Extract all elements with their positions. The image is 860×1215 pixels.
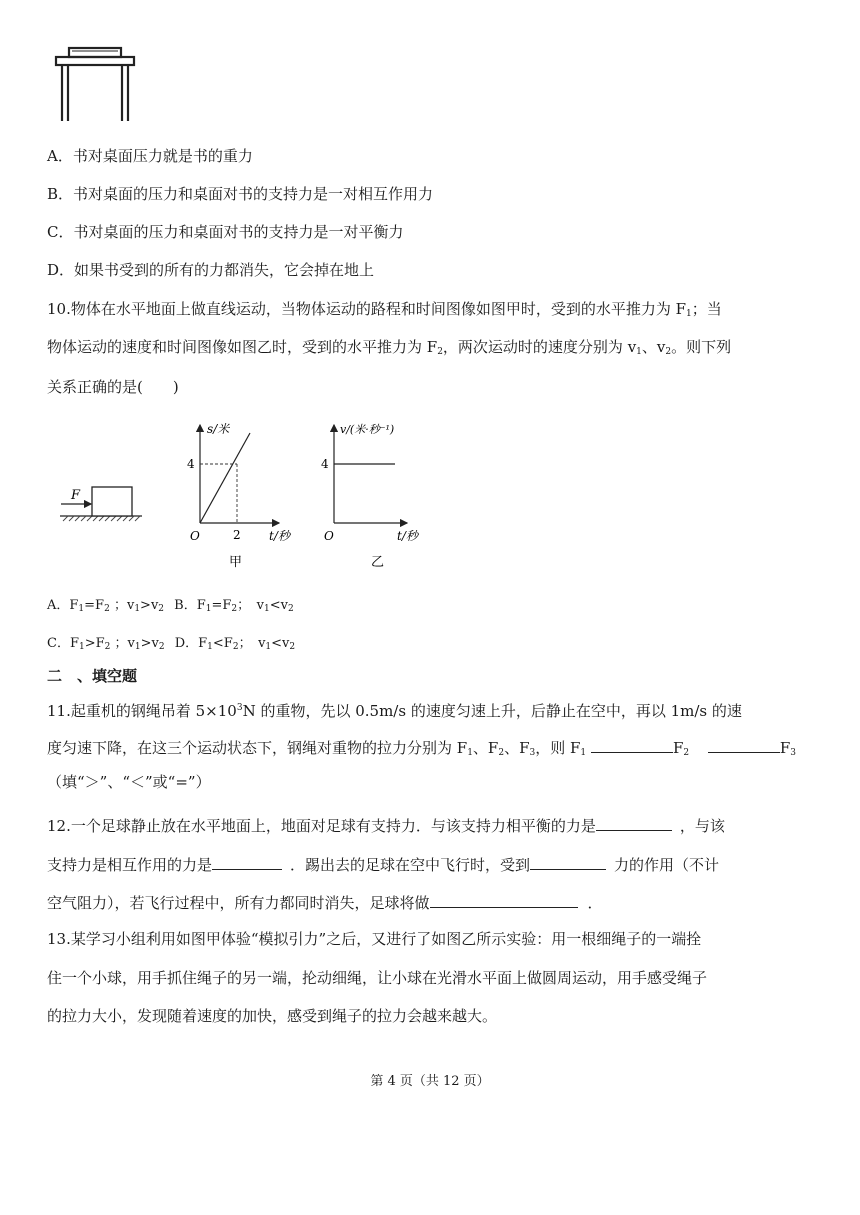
q11-text: ，则 F xyxy=(535,739,581,757)
graph-yi-origin: O xyxy=(324,529,334,543)
subscript: 2 xyxy=(683,748,690,758)
opt-text: =F xyxy=(84,598,105,613)
opt-text: C．F xyxy=(47,636,79,651)
subscript: 1 xyxy=(264,604,270,614)
q11-text: F xyxy=(672,739,684,757)
subscript: 1 xyxy=(467,748,473,758)
subscript: 2 xyxy=(437,347,443,357)
q12-text: 12.一个足球静止放在水平地面上，地面对足球有支持力．与该支持力相平衡的力是 xyxy=(47,817,596,835)
q12-line3 xyxy=(47,891,603,913)
opt-text: A．F xyxy=(47,598,79,613)
subscript: 2 xyxy=(158,604,165,614)
graph-yi-ytick: 4 xyxy=(321,457,329,471)
subscript: 1 xyxy=(134,642,141,652)
q10-options-row2 xyxy=(47,634,295,657)
q11-text: 11.起重机的钢绳吊着 5×10 xyxy=(47,702,237,720)
graph-jia-xlabel: t/秒 xyxy=(269,529,290,543)
q12-text: 空气阻力），若飞行过程中，所有力都同时消失，足球将做 xyxy=(47,894,430,912)
q9-option-a: A．书对桌面压力就是书的重力 xyxy=(47,147,253,165)
q11-text: 度匀速下降，在这三个运动状态下，钢绳对重物的拉力分别为 F xyxy=(47,739,468,757)
graph-jia xyxy=(187,422,292,570)
answer-blank[interactable] xyxy=(591,736,673,753)
subscript: 1 xyxy=(265,642,272,652)
opt-text: >v xyxy=(140,636,159,651)
subscript: 1 xyxy=(78,642,85,652)
graph-jia-ylabel: s/米 xyxy=(207,422,230,436)
q12-text: 力的作用（不计 xyxy=(614,856,720,874)
subscript: 2 xyxy=(498,748,505,758)
answer-blank[interactable] xyxy=(530,853,606,870)
q11-text: 、F xyxy=(504,739,530,757)
q12-line1 xyxy=(47,814,725,836)
q10-stem-line1 xyxy=(47,299,722,324)
subscript: 2 xyxy=(232,642,239,652)
q11-line3: （填“＞”、“＜”或“=”） xyxy=(47,773,211,791)
opt-text: ；v xyxy=(114,636,135,651)
q12-text: ，与该 xyxy=(679,817,725,835)
subscript: 3 xyxy=(529,748,536,758)
subscript: 3 xyxy=(790,748,797,758)
subscript: 1 xyxy=(207,642,213,652)
q10-text: ；当 xyxy=(691,300,722,318)
graph-jia-caption: 甲 xyxy=(229,555,243,570)
graph-yi-xlabel: t/秒 xyxy=(397,529,418,543)
q10-text: 。则下列 xyxy=(671,338,732,356)
opt-text: <v xyxy=(271,636,290,651)
subscript: 2 xyxy=(287,604,294,614)
graph-jia-xtick: 2 xyxy=(233,528,241,542)
q12-line2 xyxy=(47,853,719,875)
superscript: 3 xyxy=(236,703,243,713)
graph-jia-origin: O xyxy=(190,529,200,543)
q12-text: 支持力是相互作用的力是 xyxy=(47,856,213,874)
q10-text: 物体运动的速度和时间图像如图乙时，受到的水平推力为 F xyxy=(47,338,438,356)
q12-text: ． xyxy=(587,894,603,912)
subscript: 2 xyxy=(231,604,238,614)
graph-jia-ytick: 4 xyxy=(187,457,195,471)
q9-option-d: D．如果书受到的所有的力都消失，它会掉在地上 xyxy=(47,261,375,279)
page-footer: 第 4 页（共 12 页） xyxy=(370,1074,490,1089)
subscript: 2 xyxy=(104,642,111,652)
subscript: 1 xyxy=(636,347,642,357)
q11-text: N 的重物，先以 0.5m/s 的速度匀速上升，后静止在空中，再以 1m/s 的速 xyxy=(242,702,742,720)
graph-yi-caption: 乙 xyxy=(371,555,385,570)
opt-text: <F xyxy=(212,636,233,651)
subscript: 2 xyxy=(104,604,110,614)
q11-line1 xyxy=(47,698,742,721)
q10-text: 10.物体在水平地面上做直线运动，当物体运动的路程和时间图像如图甲时，受到的水平推力为 F xyxy=(47,300,687,318)
q9-option-c: C．书对桌面的压力和桌面对书的支持力是一对平衡力 xyxy=(47,223,404,241)
opt-text: >v xyxy=(140,598,159,613)
opt-text: D．F xyxy=(174,636,208,651)
q11-line2 xyxy=(47,736,796,763)
subscript: 1 xyxy=(134,604,141,614)
subscript: 2 xyxy=(665,347,672,357)
opt-text: ； v xyxy=(237,598,264,613)
subscript: 1 xyxy=(205,604,212,614)
graph-yi xyxy=(321,423,420,570)
subscript: 1 xyxy=(580,748,587,758)
q11-text: 、F xyxy=(472,739,499,757)
q11-text: F xyxy=(779,739,791,757)
force-label: F xyxy=(71,488,81,503)
q10-figure xyxy=(47,415,457,580)
opt-text: ； v xyxy=(238,636,266,651)
q10-stem-line3: 关系正确的是( ) xyxy=(47,378,179,396)
q10-text: 、v xyxy=(641,338,666,356)
q9-option-b: B．书对桌面的压力和桌面对书的支持力是一对相互作用力 xyxy=(47,185,434,203)
q13-line1: 13.某学习小组利用如图甲体验“模拟引力”之后，又进行了如图乙所示实验：用一根细绳子的一端拴 xyxy=(47,930,702,948)
q12-text: ．踢出去的足球在空中飞行时，受到 xyxy=(290,856,531,874)
subscript: 2 xyxy=(289,642,296,652)
subscript: 2 xyxy=(158,642,165,652)
q10-text: ，两次运动时的速度分别为 v xyxy=(442,338,637,356)
answer-blank[interactable] xyxy=(708,736,780,753)
block-diagram xyxy=(60,487,142,521)
graph-yi-ylabel: v/(米·秒⁻¹) xyxy=(340,423,395,436)
answer-blank[interactable] xyxy=(212,853,282,870)
section-heading: 二 、填空题 xyxy=(47,667,138,685)
answer-blank[interactable] xyxy=(430,891,578,908)
opt-text: >F xyxy=(84,636,105,651)
q10-options-row1 xyxy=(47,596,294,619)
opt-text: <v xyxy=(269,598,288,613)
q13-line2: 住一个小球，用手抓住绳子的另一端，抡动细绳，让小球在光滑水平面上做圆周运动，用手感受绳子 xyxy=(47,969,708,987)
opt-text: B．F xyxy=(174,598,206,613)
subscript: 1 xyxy=(686,309,692,319)
answer-blank[interactable] xyxy=(596,814,672,831)
opt-text: ；v xyxy=(113,598,135,613)
subscript: 1 xyxy=(78,604,85,614)
opt-text: =F xyxy=(211,598,232,613)
q13-line3: 的拉力大小，发现随着速度的加快，感受到绳子的拉力会越来越大。 xyxy=(47,1007,498,1025)
table-book-figure xyxy=(50,45,140,125)
q10-stem-line2 xyxy=(47,337,731,362)
